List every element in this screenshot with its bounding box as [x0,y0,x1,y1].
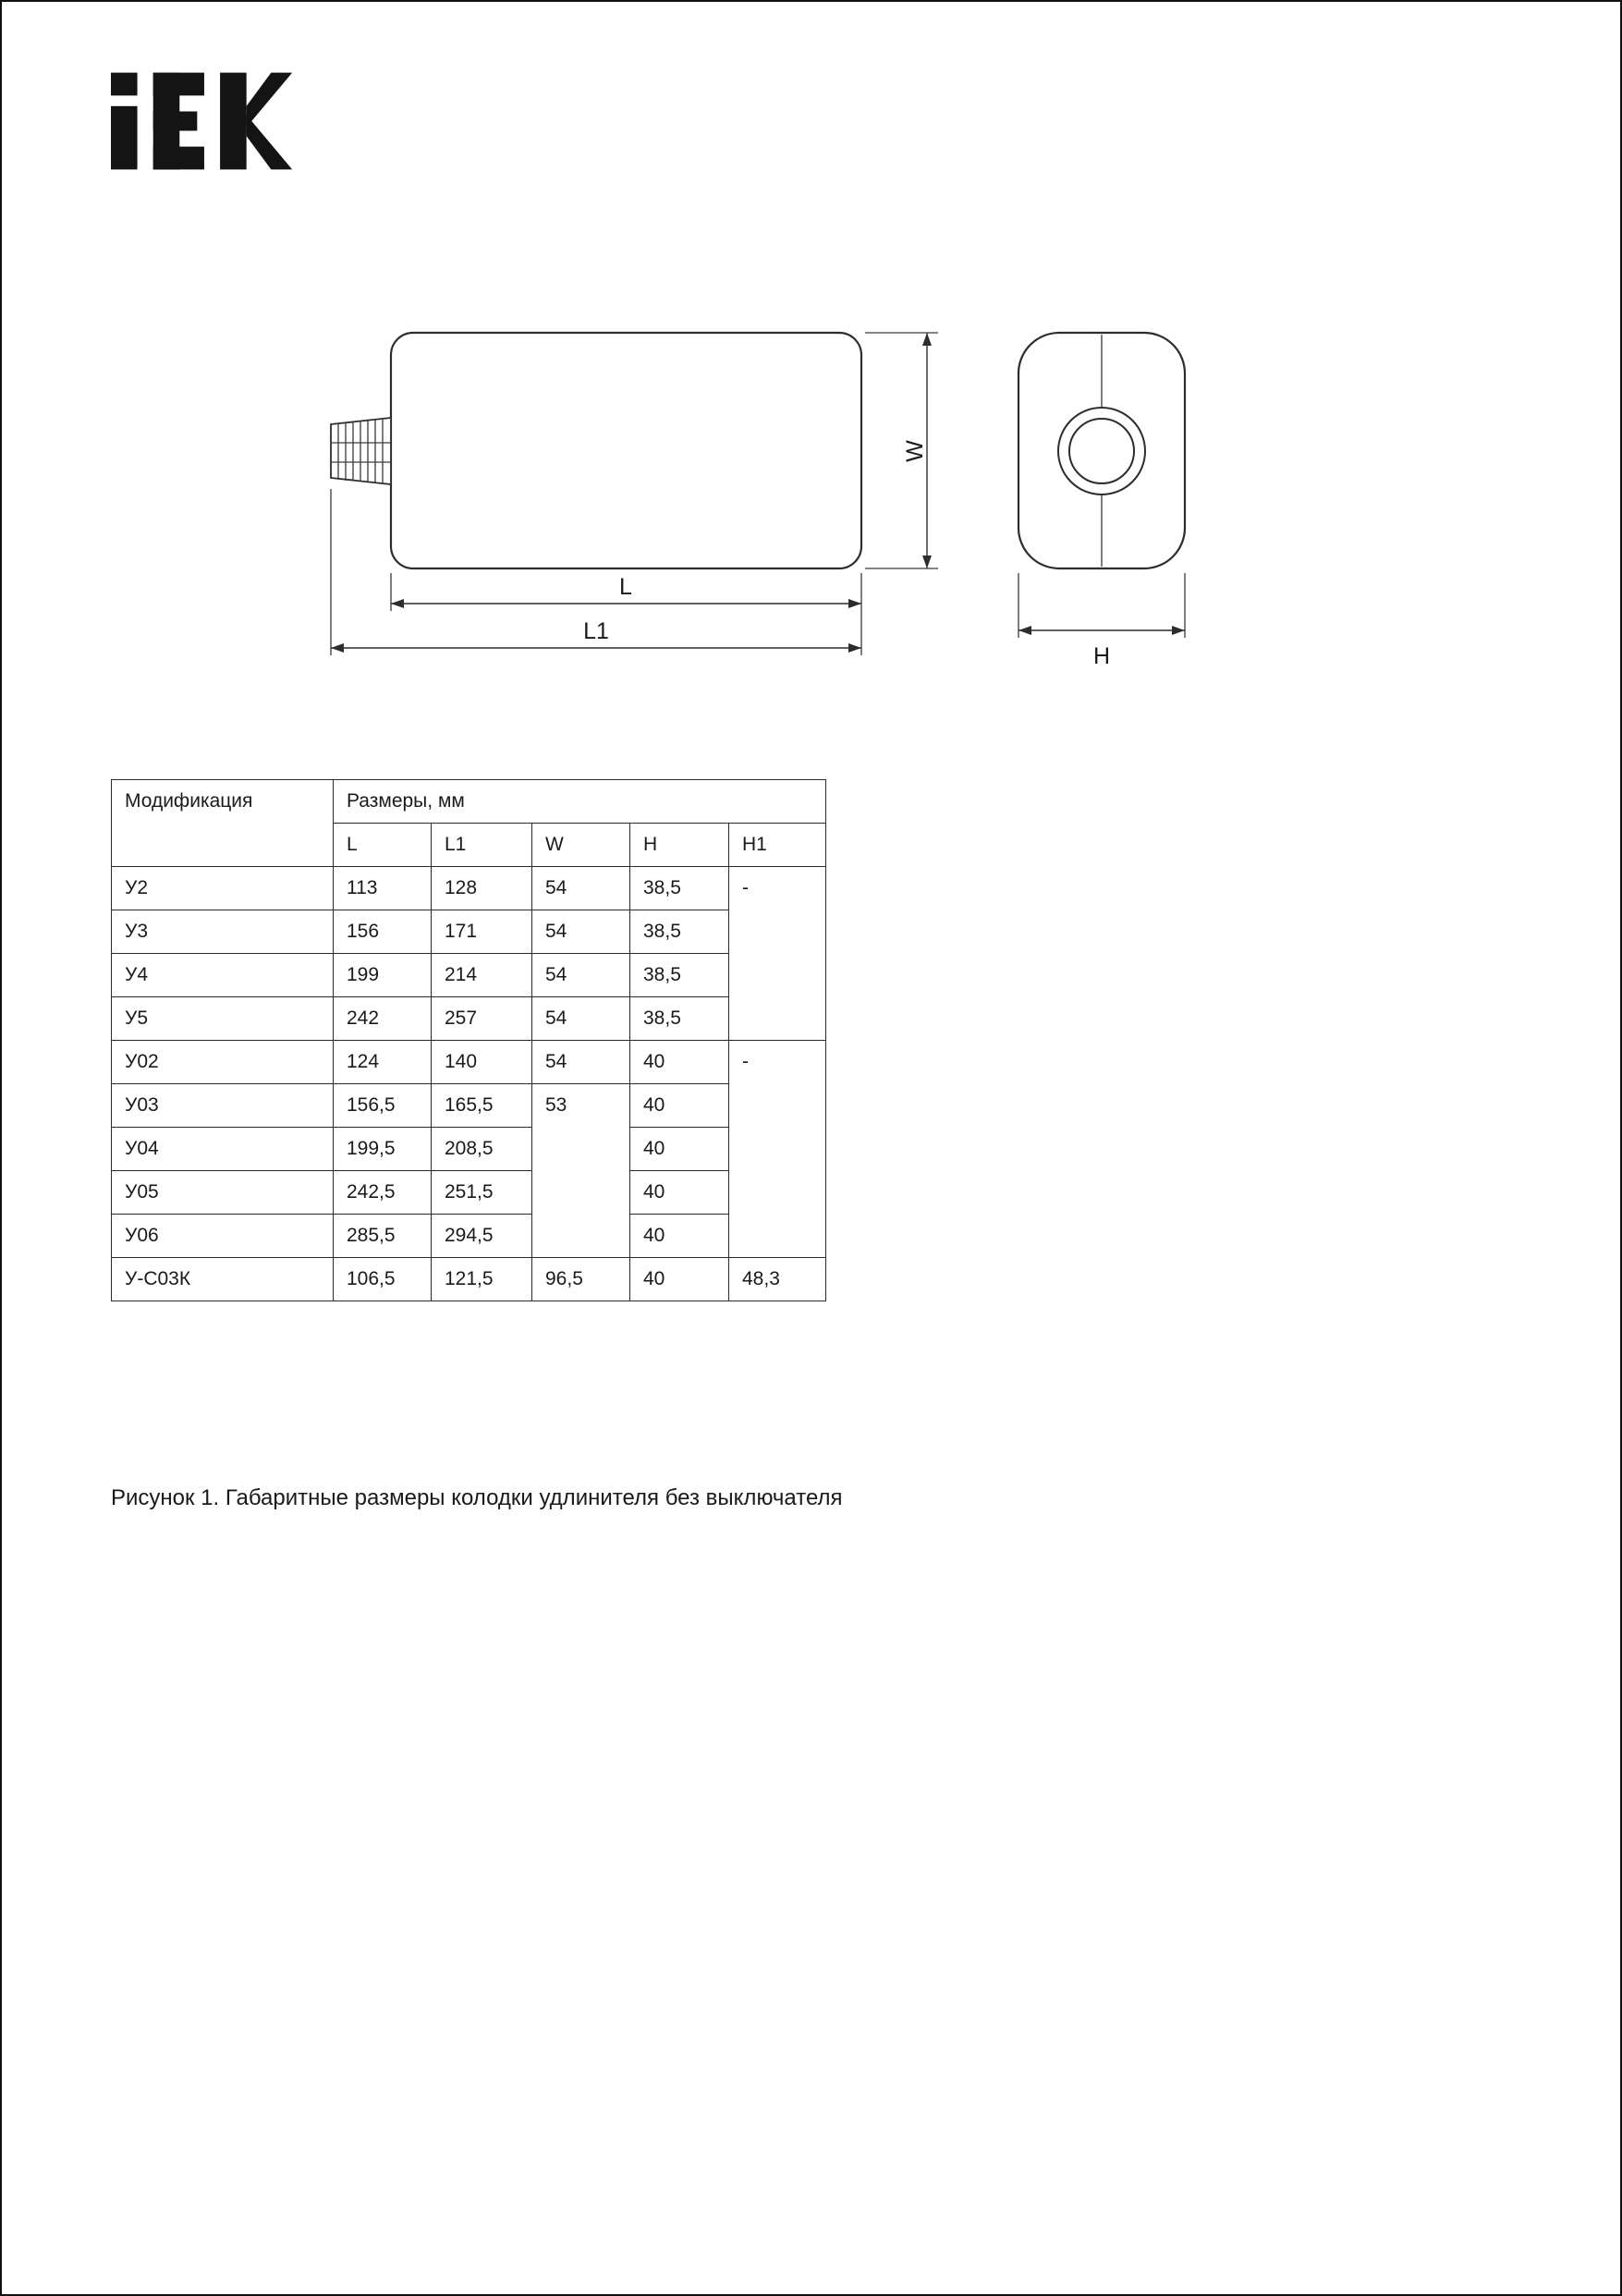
col-header-l1: L1 [432,824,532,867]
cell-h: 38,5 [630,910,729,954]
cell-name: У-С03К [112,1258,334,1301]
cell-l: 113 [334,867,432,910]
table-row [112,1084,826,1128]
table-row [112,954,826,997]
table-row [112,867,826,910]
cell-h: 40 [630,1084,729,1128]
dim-label-l1: L1 [583,618,609,644]
cell-name: У03 [112,1084,334,1128]
side-view-outline [391,333,861,568]
cell-h: 40 [630,1258,729,1301]
cell-l1: 121,5 [432,1258,532,1301]
cell-l: 156,5 [334,1084,432,1128]
cell-l: 124 [334,1041,432,1084]
cell-l: 285,5 [334,1215,432,1258]
cell-l1: 294,5 [432,1215,532,1258]
figure-drawing [2,2,1622,704]
cell-l: 199,5 [334,1128,432,1171]
cell-h1: - [729,1041,826,1258]
end-view [1018,333,1185,568]
cell-name: У06 [112,1215,334,1258]
cell-h: 38,5 [630,997,729,1041]
cell-w: 53 [532,1084,630,1258]
cell-name: У3 [112,910,334,954]
cell-name: У2 [112,867,334,910]
modification-header: Модификация [112,780,334,867]
cell-l1: 214 [432,954,532,997]
table-header-row [112,780,826,824]
cell-w: 54 [532,997,630,1041]
cell-h: 40 [630,1171,729,1215]
cell-l1: 257 [432,997,532,1041]
dim-label-w: W [902,440,928,462]
cell-l1: 140 [432,1041,532,1084]
col-header-l: L [334,824,432,867]
table-row [112,997,826,1041]
cell-h: 40 [630,1041,729,1084]
cell-l1: 251,5 [432,1171,532,1215]
cell-name: У05 [112,1171,334,1215]
table-row [112,1128,826,1171]
cell-name: У04 [112,1128,334,1171]
cell-name: У02 [112,1041,334,1084]
cell-w: 96,5 [532,1258,630,1301]
cell-h: 40 [630,1215,729,1258]
cell-l: 199 [334,954,432,997]
side-view [331,333,861,568]
col-header-w: W [532,824,630,867]
cell-h1: 48,3 [729,1258,826,1301]
dim-label-h: H [1092,643,1111,669]
cell-h1: - [729,867,826,1041]
cell-l1: 165,5 [432,1084,532,1128]
cell-l: 106,5 [334,1258,432,1301]
cell-w: 54 [532,910,630,954]
cell-h: 38,5 [630,954,729,997]
cell-l: 156 [334,910,432,954]
cell-w: 54 [532,1041,630,1084]
dimension-w [865,333,938,568]
dimension-table [111,779,826,1301]
cell-l1: 208,5 [432,1128,532,1171]
cell-h: 40 [630,1128,729,1171]
table-row [112,1215,826,1258]
col-header-h1: H1 [729,824,826,867]
table-row [112,1258,826,1301]
dimension-h [1018,573,1185,669]
figure-caption: Рисунок 1. Габаритные размеры колодки удлинителя без выключателя [111,1485,843,1510]
cable-gland [331,418,391,484]
table-row [112,1041,826,1084]
dimension-l [391,573,861,655]
cell-h: 38,5 [630,867,729,910]
cell-l1: 128 [432,867,532,910]
socket-inner-circle [1069,419,1134,483]
dimensions-group-header: Размеры, мм [334,780,826,824]
cell-w: 54 [532,954,630,997]
cell-l: 242,5 [334,1171,432,1215]
cell-name: У5 [112,997,334,1041]
table-row [112,1171,826,1215]
cell-l: 242 [334,997,432,1041]
table-row [112,910,826,954]
cell-w: 54 [532,867,630,910]
cell-l1: 171 [432,910,532,954]
cell-name: У4 [112,954,334,997]
col-header-h: H [630,824,729,867]
dim-label-l: L [619,574,632,600]
